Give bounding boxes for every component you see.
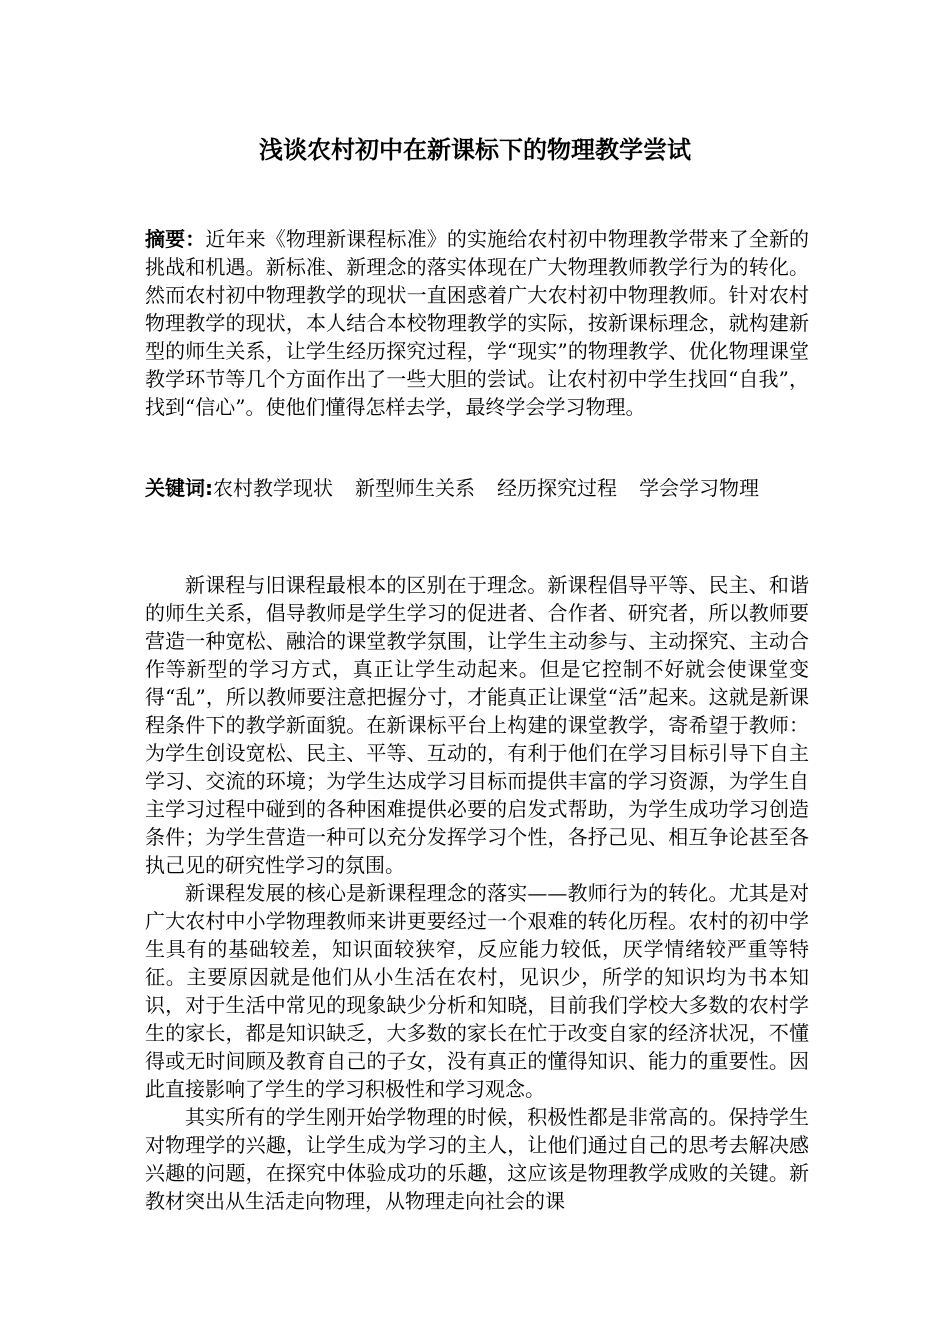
body-paragraph: 其实所有的学生刚开始学物理的时候，积极性都是非常高的。保持学生对物理学的兴趣，让学生成为学习的主人，让他们通过自己的思考去解决感兴趣的问题，在探究中体验成功的乐趣，这应该是物理教学成败的关键。新教材突出从生活走向物理，从物理走向社会的课	[145, 1105, 809, 1213]
abstract-label: 摘要：	[145, 227, 206, 251]
keyword-item: 学会学习物理	[639, 476, 759, 500]
keyword-item: 新型师生关系	[355, 476, 475, 500]
keyword-item: 经历探究过程	[497, 476, 617, 500]
abstract-section	[145, 225, 809, 421]
body-text	[145, 571, 809, 1215]
keywords-section	[145, 474, 809, 502]
keywords-label: 关键词:	[145, 476, 213, 500]
keyword-item: 农村教学现状	[213, 476, 333, 500]
document-title: 浅谈农村初中在新课标下的物理教学尝试	[259, 136, 691, 164]
body-paragraph: 新课程与旧课程最根本的区别在于理念。新课程倡导平等、民主、和谐的师生关系，倡导教师是学生学习的促进者、合作者、研究者，所以教师要营造一种宽松、融洽的课堂教学氛围，让学生主动参与、主动探究、主动合作等新型的学习方式，真正让学生动起来。但是它控制不好就会使课堂变得“乱”，所以教师要注意把握分寸，才能真正让课堂“活”起来。这就是新课程条件下的教学新面貌。在新课标平台上构建的课堂教学，寄希望于教师：为学生创设宽松、民主、平等、互动的，有利于他们在学习目标引导下自主学习、交流的环境；为学生达成学习目标而提供丰富的学习资源，为学生自主学习过程中碰到的各种困难提供必要的启发式帮助，为学生成功学习创造条件；为学生营造一种可以充分发挥学习个性，各抒己见、相互争论甚至各执己见的研究性学习的氛围。	[145, 573, 809, 877]
body-paragraph: 新课程发展的核心是新课程理念的落实——教师行为的转化。尤其是对广大农村中小学物理教师来讲更要经过一个艰难的转化历程。农村的初中学生具有的基础较差，知识面较狭窄，反应能力较低，厌学情绪较严重等特征。主要原因就是他们从小生活在农村，见识少，所学的知识均为书本知识，对于生活中常见的现象缺少分析和知晓，目前我们学校大多数的农村学生的家长，都是知识缺乏，大多数的家长在忙于改变自家的经济状况，不懂得或无时间顾及教育自己的子女，没有真正的懂得知识、能力的重要性。因此直接影响了学生的学习积极性和学习观念。	[145, 881, 809, 1101]
abstract-text: 近年来《物理新课程标准》的实施给农村初中物理教学带来了全新的挑战和机遇。新标准、新理念的落实体现在广大物理教师教学行为的转化。然而农村初中物理教学的现状一直困惑着广大农村初中物理教师。针对农村物理教学的现状，本人结合本校物理教学的实际，按新课标理念，就构建新型的师生关系，让学生经历探究过程，学“现实”的物理教学、优化物理课堂教学环节等几个方面作出了一些大胆的尝试。让农村初中学生找回“自我”，找到“信心”。使他们懂得怎样去学，最终学会学习物理。	[145, 227, 809, 419]
